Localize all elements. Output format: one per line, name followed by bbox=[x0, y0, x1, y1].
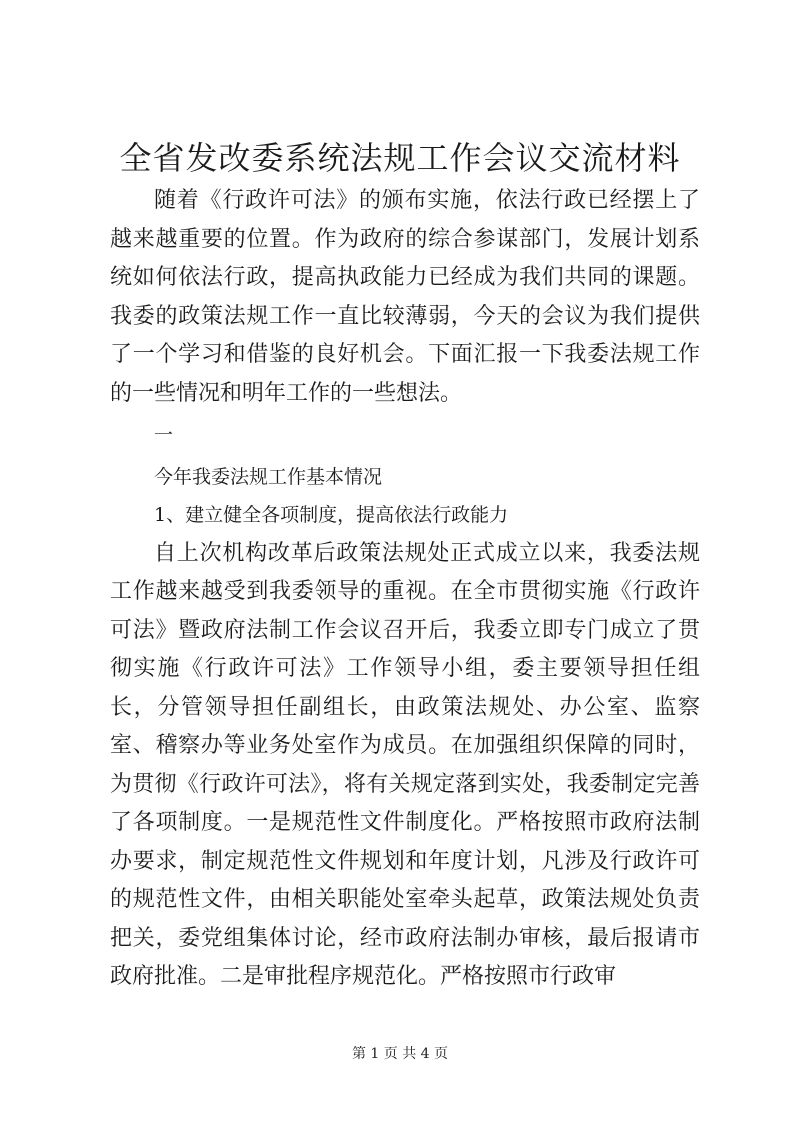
body-paragraph-1: 自上次机构改革后政策法规处正式成立以来，我委法规工作越来越受到我委领导的重视。在全市贯彻实施《行政许可法》暨政府法制工作会议召开后，我委立即专门成立了贯彻实施《行政许可法》工作领导小组，委主要领导担任组长，分管领导担任副组长，由政策法规处、办公室、监察室、稽察办等业务处室作为成员。在加强组织保障的同时，为贯彻《行政许可法》，将有关规定落到实处，我委制定完善了各项制度。一是规范性文件制度化。严格按照市政府法制办要求，制定规范性文件规划和年度计划，凡涉及行政许可的规范性文件，由相关职能处室牵头起草，政策法规处负责把关，委党组集体讨论，经市政府法制办审核，最后报请市政府批准。二是审批程序规范化。严格按照市行政审 bbox=[110, 540, 700, 989]
subheading-1: 1、建立健全各项制度，提高依法行政能力 bbox=[154, 504, 509, 526]
document-body bbox=[110, 182, 700, 997]
section-number: 一 bbox=[154, 424, 174, 446]
section-heading: 今年我委法规工作基本情况 bbox=[154, 465, 383, 488]
page-footer: 第 1 页 共 4 页 bbox=[351, 1046, 449, 1062]
document-title: 全省发改委系统法规工作会议交流材料 bbox=[119, 139, 681, 177]
intro-paragraph: 随着《行政许可法》的颁布实施，依法行政已经摆上了越来越重要的位置。作为政府的综合参谋部门，发展计划系统如何依法行政，提高执政能力已经成为我们共同的课题。我委的政策法规工作一直比较薄弱，今天的会议为我们提供了一个学习和借鉴的良好机会。下面汇报一下我委法规工作的一些情况和明年工作的一些想法。 bbox=[110, 188, 700, 406]
